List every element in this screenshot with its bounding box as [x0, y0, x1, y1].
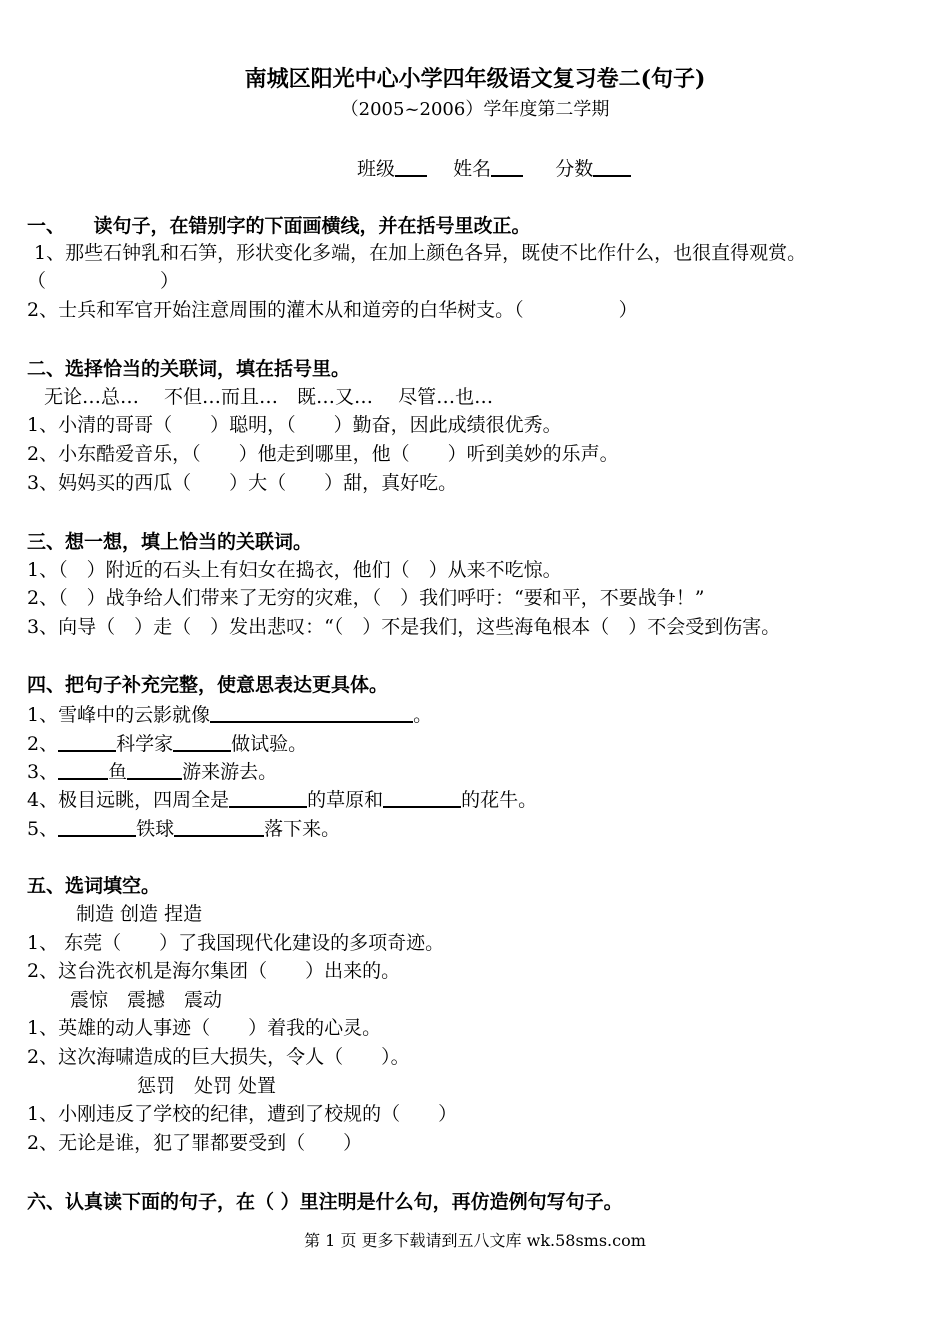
s4-q1-blank — [210, 701, 413, 723]
name-blank — [491, 155, 523, 177]
name-label: 姓名 — [453, 158, 492, 180]
section-1-heading: 一、 读句子，在错别字的下面画横线，并在括号里改正。 — [27, 215, 531, 237]
s5-word-group-3: 惩罚 处罚 处置 — [137, 1075, 277, 1097]
s5-g1-question-1: 1、 东莞（ ）了我国现代化建设的多项奇迹。 — [27, 932, 445, 954]
page-subtitle: （2005~2006）学年度第二学期 — [340, 99, 610, 120]
s4-q4-text: 4、极目远眺，四周全是 — [27, 789, 230, 811]
s5-g2-question-1: 1、英雄的动人事迹（ ）着我的心灵。 — [27, 1017, 382, 1039]
s4-q4-end: 的花牛。 — [461, 789, 538, 811]
class-blank — [395, 155, 427, 177]
s4-q4-mid: 的草原和 — [307, 789, 384, 811]
s4-q3-blank-1 — [58, 758, 108, 780]
s4-q1-end: 。 — [413, 704, 433, 726]
s5-g3-question-1: 1、小刚违反了学校的纪律，遭到了校规的（ ） — [27, 1103, 458, 1125]
section-2-heading: 二、选择恰当的关联词，填在括号里。 — [27, 358, 351, 380]
s5-word-group-2: 震惊 震撼 震动 — [70, 989, 223, 1011]
s3-question-3: 3、向导（ ）走（ ）发出悲叹：“（ ）不是我们，这些海龟根本（ ）不会受到伤害。 — [27, 616, 781, 638]
s4-q2-text: 科学家 — [116, 733, 174, 755]
s4-q1-text: 1、雪峰中的云影就像 — [27, 704, 211, 726]
s4-q2-num: 2、 — [27, 733, 59, 755]
page-title: 南城区阳光中心小学四年级语文复习卷二(句子) — [244, 66, 706, 92]
s2-question-2: 2、小东酷爱音乐，（ ）他走到哪里，他（ ）听到美妙的乐声。 — [27, 443, 619, 465]
s4-question-1 — [27, 701, 940, 728]
s1-question-1: 1、那些石钟乳和石笋，形状变化多端，在加上颜色各异，既使不比作什么，也很直得观赏。 — [34, 242, 807, 264]
s4-q5-text: 铁球 — [136, 818, 175, 840]
s4-q2-blank-2 — [173, 730, 231, 752]
s4-question-4 — [27, 786, 940, 813]
s4-q5-end: 落下来。 — [264, 818, 341, 840]
section-4-heading: 四、把句子补充完整，使意思表达更具体。 — [27, 674, 389, 696]
section-3-heading: 三、想一想，填上恰当的关联词。 — [27, 531, 313, 553]
s4-question-2 — [27, 730, 940, 757]
s5-g2-question-2: 2、这次海啸造成的巨大损失，令人（ ）。 — [27, 1046, 410, 1068]
s4-q2-end: 做试验。 — [231, 733, 308, 755]
score-label: 分数 — [555, 158, 594, 180]
s1-question-2: 2、士兵和军官开始注意周围的灌木从和道旁的白华树支。（ ） — [27, 299, 638, 321]
s2-question-1: 1、小清的哥哥（ ）聪明，（ ）勤奋，因此成绩很优秀。 — [27, 414, 562, 436]
s5-g1-question-2: 2、这台洗衣机是海尔集团（ ）出来的。 — [27, 960, 401, 982]
score-blank — [593, 155, 631, 177]
page-footer: 第 1 页 更多下载请到五八文库 wk.58sms.com — [304, 1231, 646, 1250]
s4-q3-end: 游来游去。 — [182, 761, 278, 783]
section-5-heading: 五、选词填空。 — [27, 875, 161, 897]
s4-q5-num: 5、 — [27, 818, 59, 840]
class-label: 班级 — [357, 158, 396, 180]
student-info-row — [357, 155, 940, 182]
s5-g3-question-2: 2、无论是谁，犯了罪都要受到（ ） — [27, 1132, 363, 1154]
section-6-heading: 六、认真读下面的句子，在（ ）里注明是什么句，再仿造例句写句子。 — [27, 1191, 623, 1213]
s5-word-group-1: 制造 创造 捏造 — [76, 903, 203, 925]
s2-options: 无论…总… 不但…而且… 既…又… 尽管…也… — [44, 386, 494, 408]
s1-question-1-answer: （ ） — [27, 270, 180, 292]
s2-question-3: 3、妈妈买的西瓜（ ）大（ ）甜，真好吃。 — [27, 472, 458, 494]
s4-q2-blank-1 — [58, 730, 116, 752]
s4-q3-blank-2 — [127, 758, 182, 780]
s3-question-2: 2、（ ）战争给人们带来了无穷的灾难，（ ）我们呼吁：“要和平，不要战争！” — [27, 587, 705, 609]
s4-q4-blank-2 — [383, 786, 461, 808]
s4-q3-num: 3、 — [27, 761, 59, 783]
s4-q5-blank-2 — [174, 815, 264, 837]
s4-q3-text: 鱼 — [108, 761, 128, 783]
s4-q5-blank-1 — [58, 815, 136, 837]
s4-question-5 — [27, 815, 940, 842]
s3-question-1: 1、（ ）附近的石头上有妇女在捣衣，他们（ ）从来不吃惊。 — [27, 559, 562, 581]
s4-question-3 — [27, 758, 940, 785]
s4-q4-blank-1 — [229, 786, 307, 808]
